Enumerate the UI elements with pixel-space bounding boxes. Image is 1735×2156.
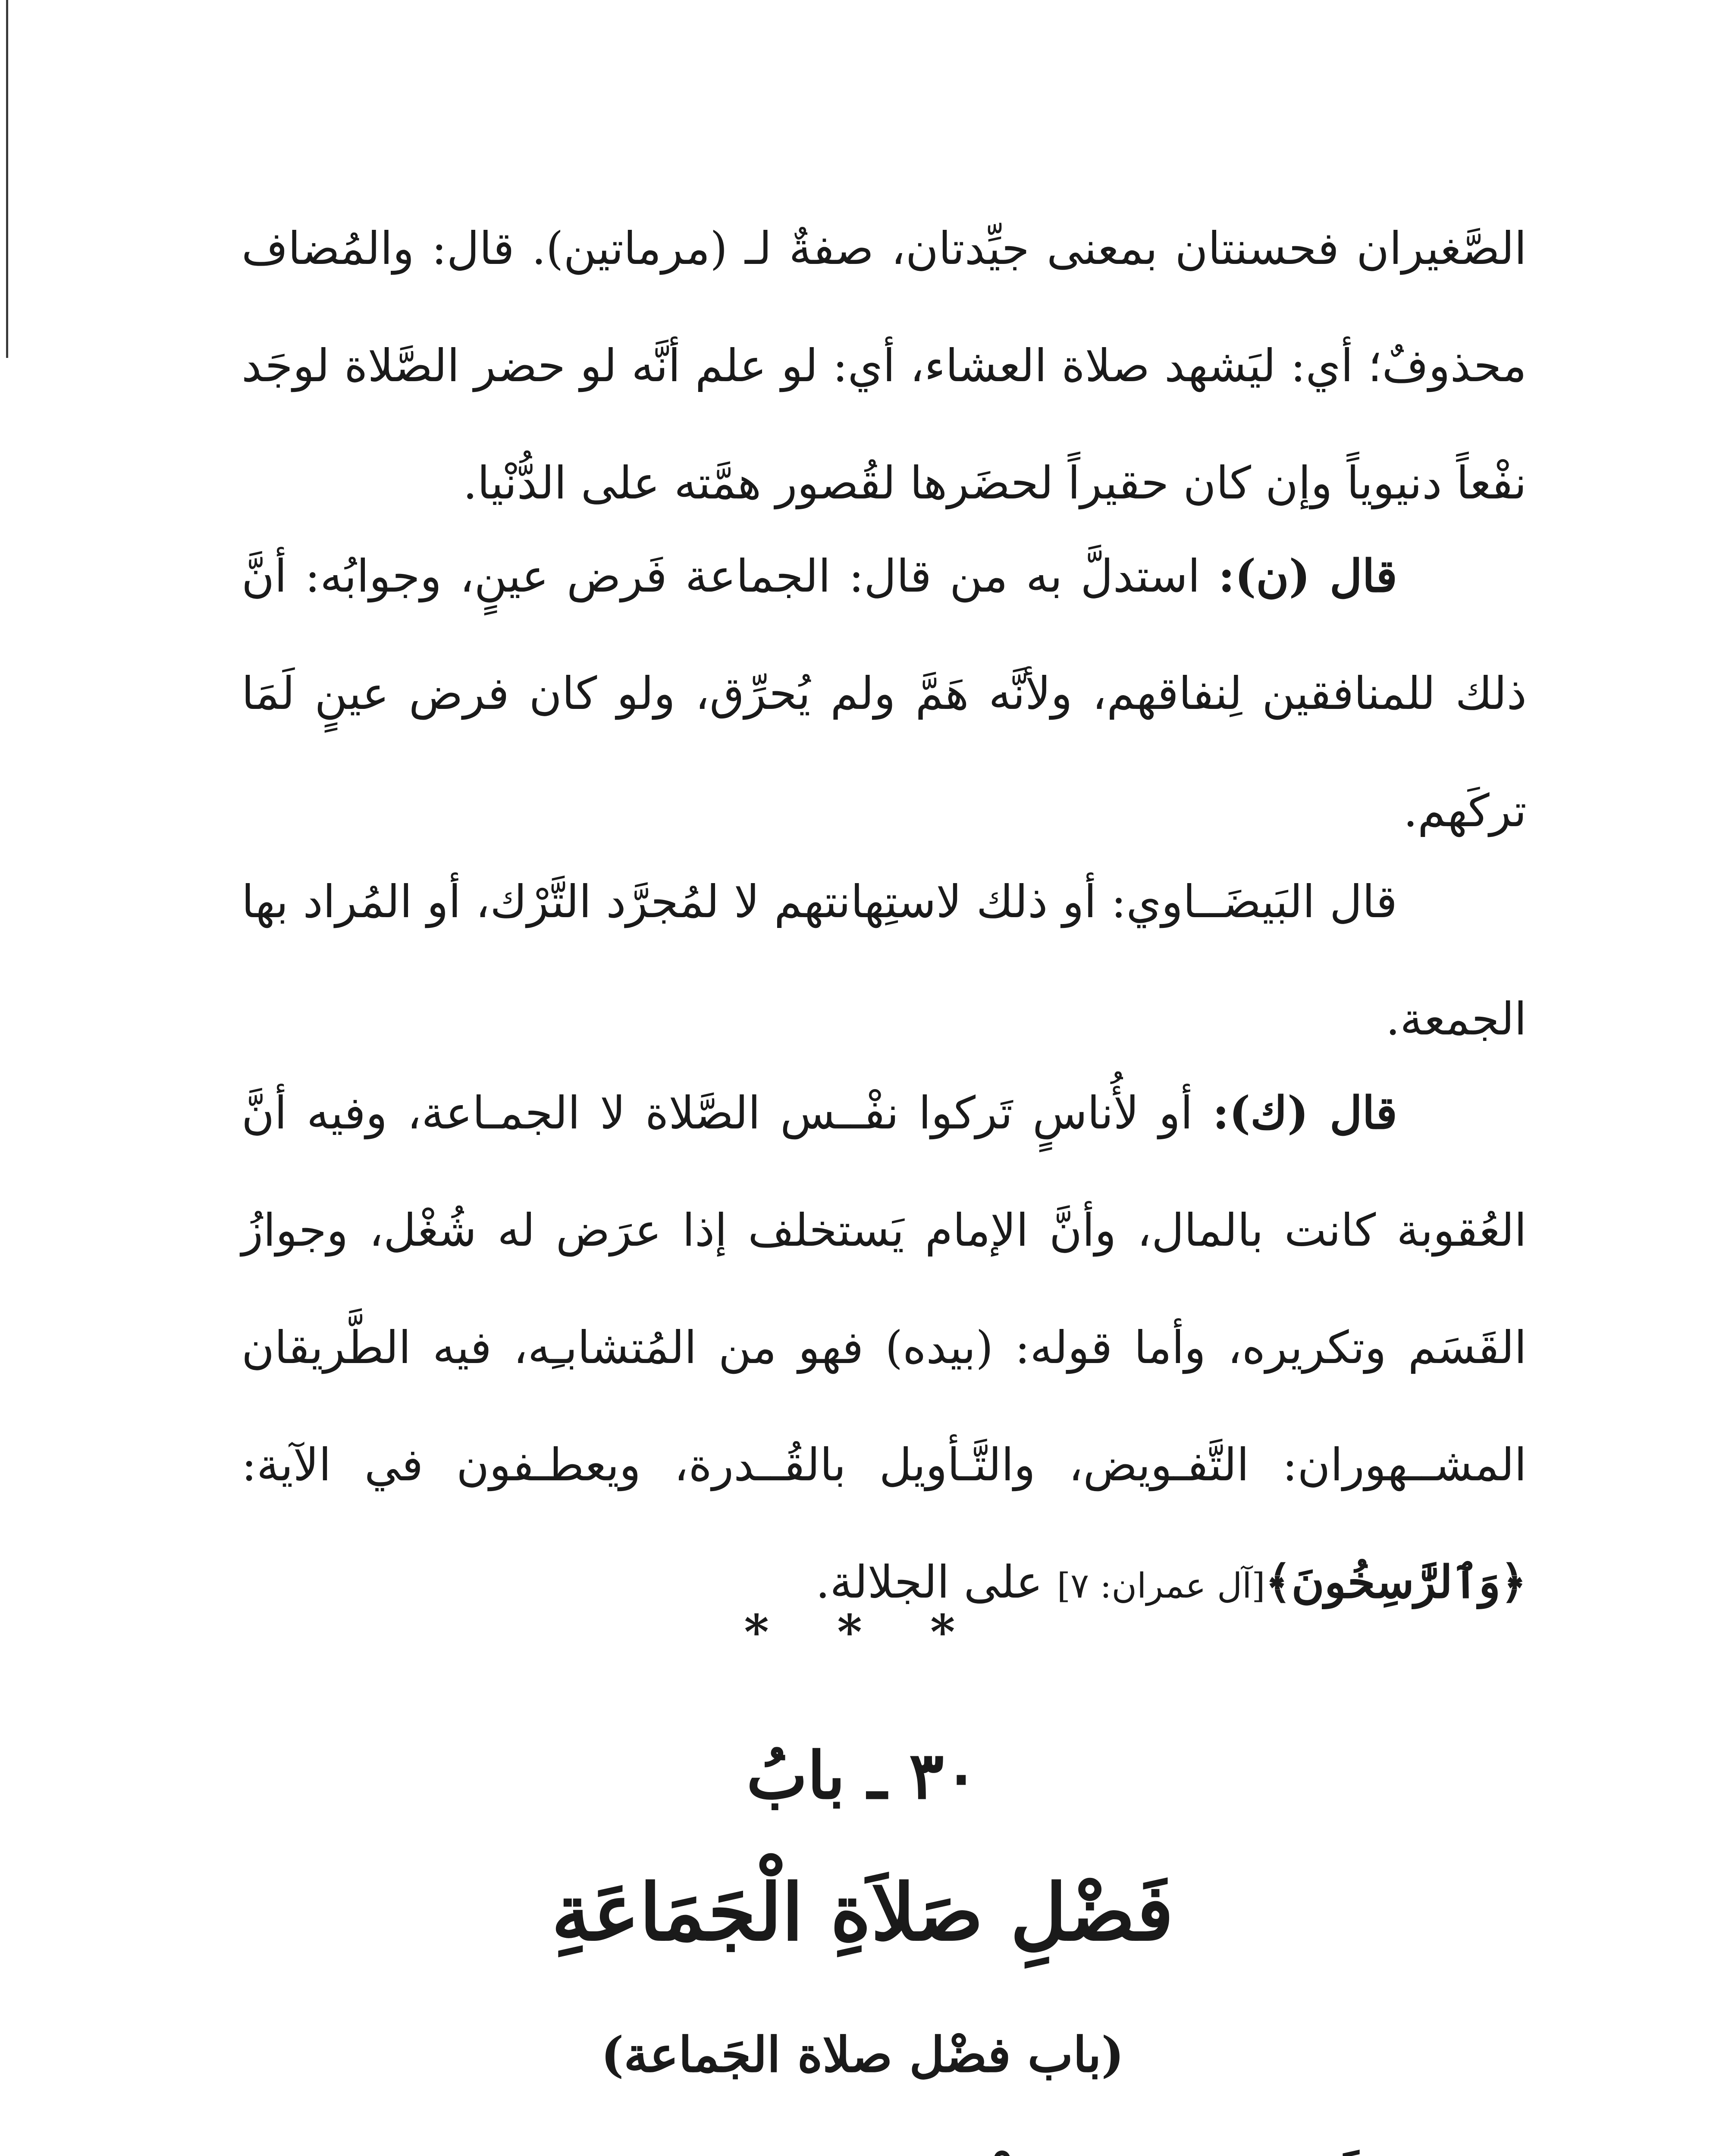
paragraph-1-text: الصَّغيران فحسنتان بمعنى جيِّدتان، صفةٌ لـ (مرماتين). قال: والمُضاف محذوفٌ؛ أي: ليَشهد صلاة العشاء، أي: لو علم أنَّه لو حضر الصَّلاة لوجَد نفْعاً دنيوياً وإن كان حقيراً لحضَرها لقُصور همَّته على الدُّنْيا. xyxy=(242,222,1527,509)
quran-citation: [آل عمران: ٧] xyxy=(1057,1566,1265,1606)
paragraph-2-body: استدلَّ به من قال: الجماعة فَرض عينٍ، وجوابُه: أنَّ ذلك للمنافقين لِنفاقهم، ولأنَّه هَمَّ ولم يُحرِّق، ولو كان فرض عينٍ لَمَا تركَهم. xyxy=(242,550,1527,837)
paragraph-3-text: قال البَيضَــاوي: أو ذلك لاستِهانتهم لا لمُجرَّد التَّرْك، أو المُراد بها الجمعة. xyxy=(242,875,1527,1045)
paragraph-2-lead: قال (ن): xyxy=(1218,549,1397,602)
chapter-title: فَضْلِ صَلاَةِ الْجَمَاعَةِ xyxy=(551,1867,1174,1958)
paragraph-4 xyxy=(242,1054,1527,1645)
paragraph-1 xyxy=(242,190,1527,542)
page-binding-edge xyxy=(6,0,8,358)
chapter-subtitle: (باب فضْل صلاة الجَماعة) xyxy=(601,2027,1124,2083)
chapter-number: ٣٠ ـ بابُ xyxy=(746,1738,979,1814)
paragraph-4-lead: قال (ك): xyxy=(1212,1086,1397,1139)
paragraph-4-text xyxy=(242,1054,1527,1645)
quran-quote: ﴿وَٱلرَّٰسِخُونَ﴾ xyxy=(1265,1555,1527,1608)
paragraph-2 xyxy=(242,517,1527,869)
section-separator: * * * xyxy=(744,1604,981,1660)
paragraph-2-text xyxy=(242,517,1527,869)
paragraph-4-body: أو لأُناسٍ تَركوا نفْــس الصَّلاة لا الجمـاعة، وفيه أنَّ العُقوبة كانت بالمال، وأنَّ الإمام يَستخلف إذا عرَض له شُغْل، وجوازُ القَسَم وتكريره، وأما قوله: (بيده) فهو من المُتشابـِه، فيه الطَّريقان المشــهوران: التَّفـويض، والتَّـأويل بالقُــدرة، ويعطـفون في الآية: xyxy=(242,1087,1527,1491)
paragraph-4-ending: على الجلالة. xyxy=(816,1556,1057,1608)
paragraph-3 xyxy=(242,843,1527,1078)
